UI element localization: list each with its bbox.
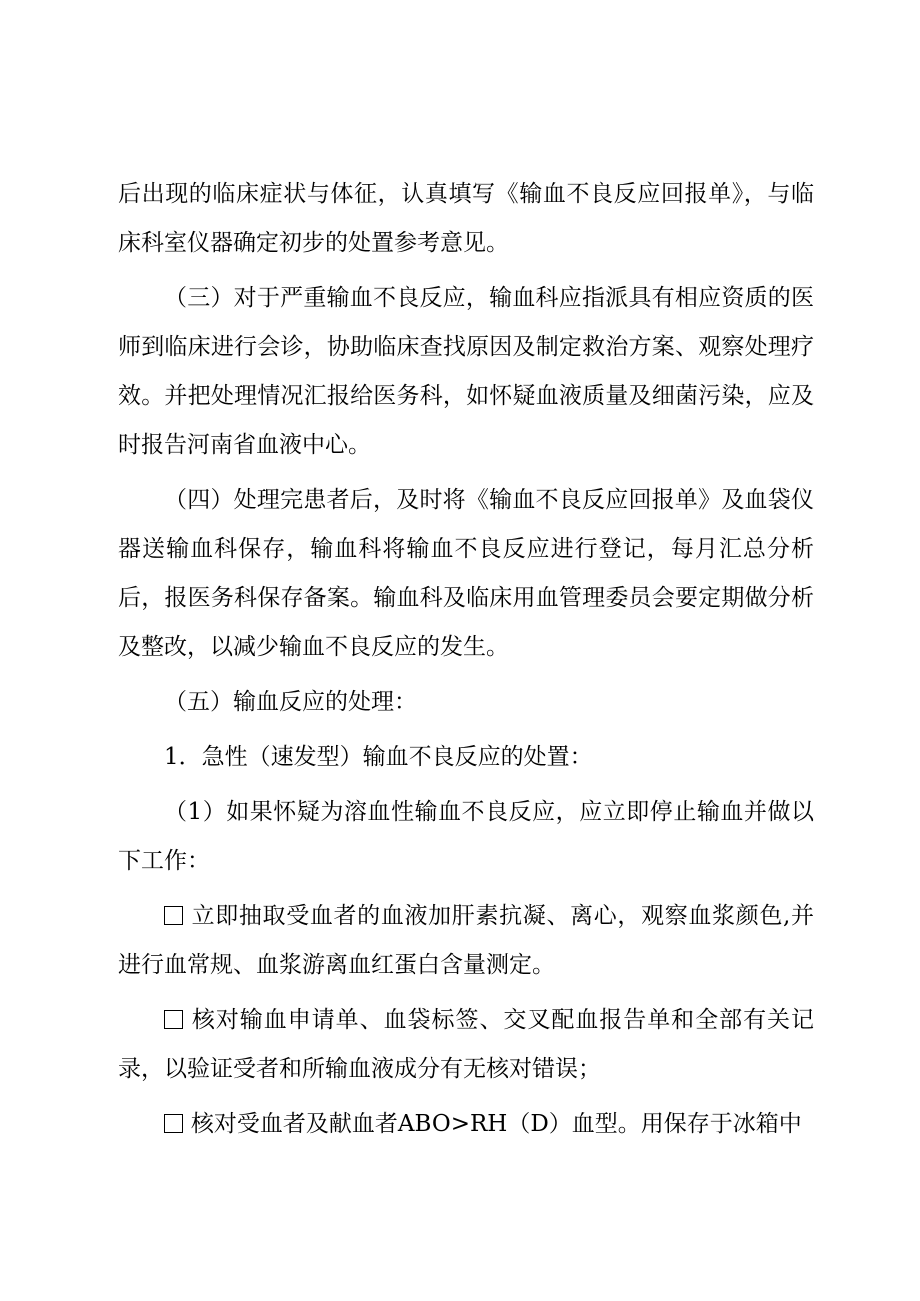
- checklist-item-blood-test: 立即抽取受血者的血液加肝素抗凝、离心，观察血浆颜色,并进行血常规、血浆游离血红蛋白含量测定。: [118, 903, 814, 978]
- paragraph-section-four: （四）处理完患者后，及时将《输血不良反应回报单》及血袋仪器送输血科保存，输血科将输血不良反应进行登记，每月汇总分析后，报医务科保存备案。输血科及临床用血管理委员会要定期做分析及整改，以减少输血不良反应的发生。: [118, 487, 814, 660]
- paragraph-section-five: （五）输血反应的处理：: [164, 689, 417, 715]
- paragraph-hemolytic: （1）如果怀疑为溶血性输血不良反应，应立即停止输血并做以下工作：: [118, 799, 814, 874]
- checklist-item-verify-records: 核对输血申请单、血袋标签、交叉配血报告单和全部有关记录，以验证受者和所输血液成分有无核对错误；: [118, 1007, 814, 1082]
- paragraph-section-three: （三）对于严重输血不良反应，输血科应指派具有相应资质的医师到临床进行会诊，协助临床查找原因及制定救治方案、观察处理疗效。并把处理情况汇报给医务科，如怀疑血液质量及细菌污染，应及时报告河南省血液中心。: [118, 285, 814, 458]
- paragraph-acute-reaction: 1．急性（速发型）输血不良反应的处置：: [164, 744, 593, 770]
- checkbox-square-icon: [164, 1010, 183, 1029]
- checklist-item-blood-type: 核对受血者及献血者ABO>RH（D）血型。用保存于冰箱中: [118, 1100, 814, 1149]
- paragraph-continuation: 后出现的临床症状与体征，认真填写《输血不良反应回报单》，与临床科室仪器确定初步的处置参考意见。: [118, 181, 814, 256]
- checkbox-square-icon: [164, 1114, 183, 1133]
- checkbox-square-icon: [164, 906, 183, 925]
- document-body: [118, 170, 814, 1149]
